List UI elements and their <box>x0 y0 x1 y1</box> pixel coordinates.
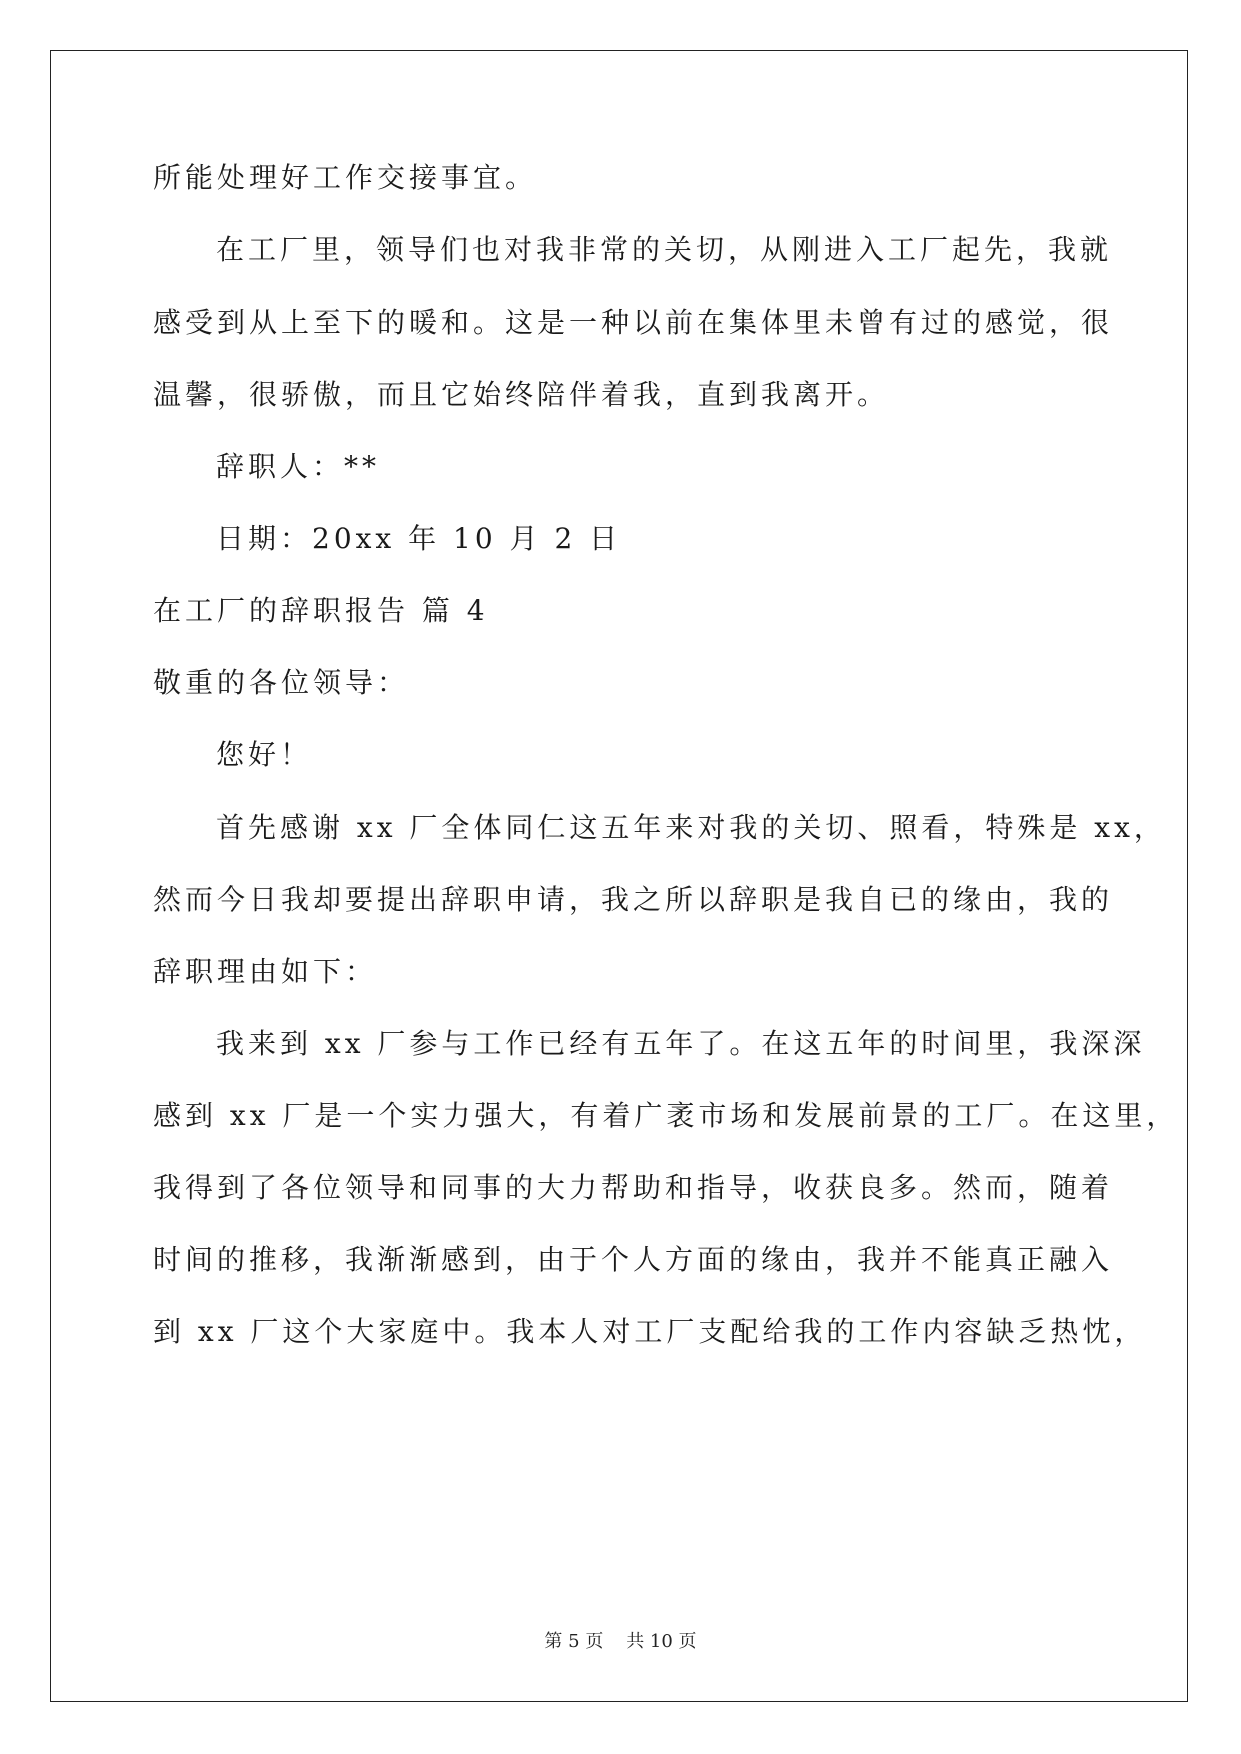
text-line: 感受到从上至下的暖和。这是一种以前在集体里未曾有过的感觉，很 <box>153 306 1114 339</box>
text-line: 到 xx 厂这个大家庭中。我本人对工厂支配给我的工作内容缺乏热忱， <box>153 1315 1147 1348</box>
page-frame <box>50 50 1188 1702</box>
signer-line: 辞职人：** <box>216 450 381 483</box>
text-line: 然而今日我却要提出辞职申请，我之所以辞职是我自已的缘由，我的 <box>153 883 1114 916</box>
text-line: 感到 xx 厂是一个实力强大，有着广袤市场和发展前景的工厂。在这里， <box>153 1099 1179 1132</box>
text-line: 所能处理好工作交接事宜。 <box>153 161 538 194</box>
text-line: 我来到 xx 厂参与工作已经有五年了。在这五年的时间里，我深深 <box>216 1027 1146 1060</box>
text-line: 在工厂里，领导们也对我非常的关切，从刚进入工厂起先，我就 <box>216 233 1113 266</box>
text-line: 温馨，很骄傲，而且它始终陪伴着我，直到我离开。 <box>153 378 890 411</box>
greeting: 您好！ <box>216 738 313 771</box>
page-number: 第 5 页 共 10 页 <box>544 1631 697 1652</box>
section-heading: 在工厂的辞职报告 篇 4 <box>153 594 489 627</box>
text-line: 辞职理由如下： <box>153 955 378 988</box>
text-line: 首先感谢 xx 厂全体同仁这五年来对我的关切、照看，特殊是 xx， <box>216 811 1166 844</box>
text-line: 时间的推移，我渐渐感到，由于个人方面的缘由，我并不能真正融入 <box>153 1243 1114 1276</box>
salutation: 敬重的各位领导： <box>153 666 410 699</box>
text-line: 我得到了各位领导和同事的大力帮助和指导，收获良多。然而，随着 <box>153 1171 1114 1204</box>
page-footer <box>0 1630 1241 1654</box>
date-line: 日期：20xx 年 10 月 2 日 <box>216 522 622 555</box>
